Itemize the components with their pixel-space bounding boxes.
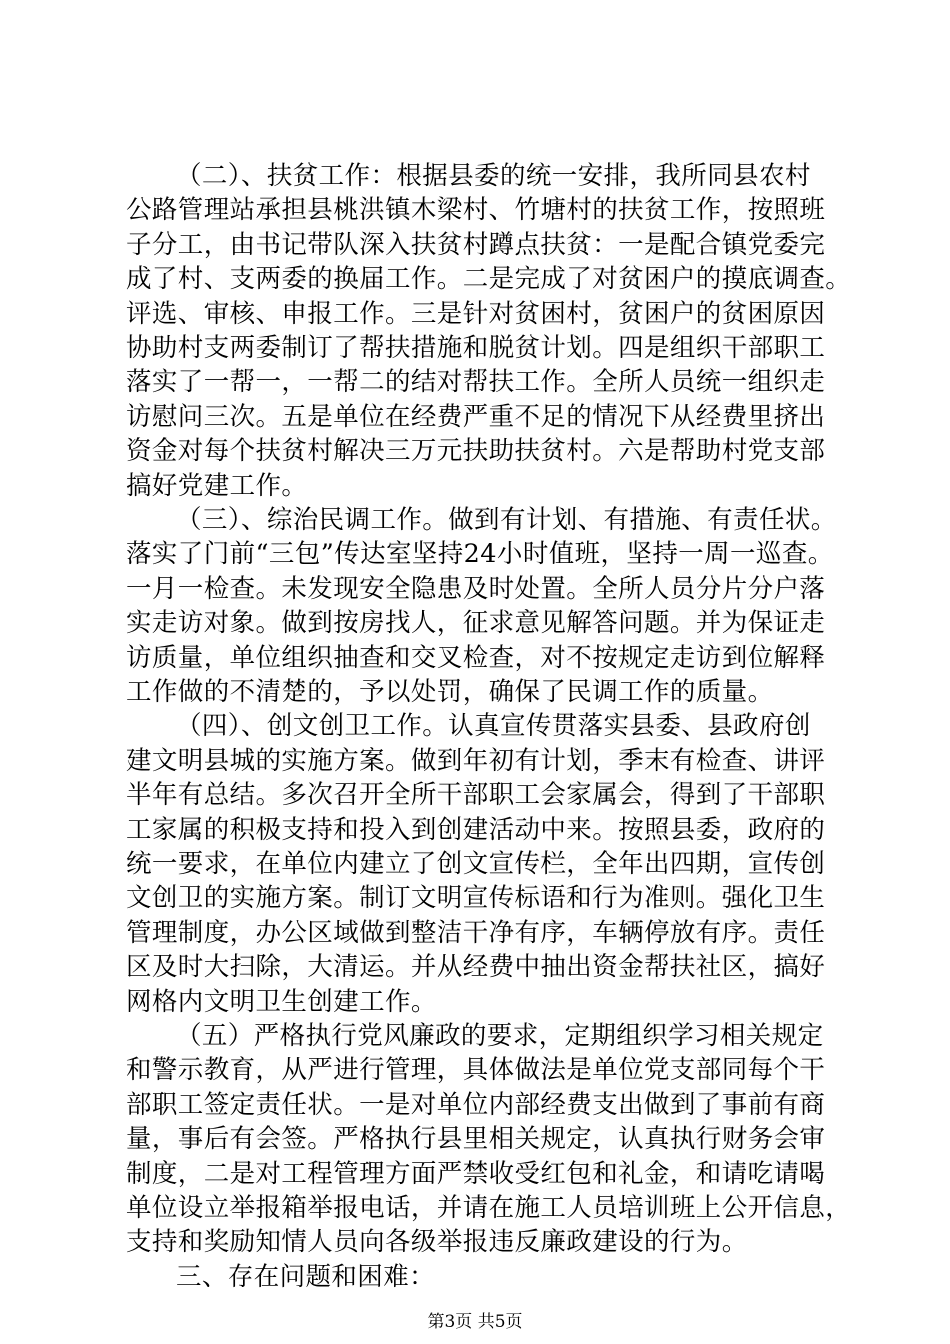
text-line: 管理制度，办公区域做到整洁干净有序，车辆停放有序。责任 xyxy=(126,918,826,948)
text-line: 成了村、支两委的换届工作。二是完成了对贫困户的摸底调查。 xyxy=(126,264,852,294)
text-line: 部职工签定责任状。一是对单位内部经费支出做到了事前有商 xyxy=(126,1090,826,1120)
text-line: （三）、综治民调工作。做到有计划、有措施、有责任状。 xyxy=(176,505,837,535)
text-line: 实走访对象。做到按房找人，征求意见解答问题。并为保证走 xyxy=(126,608,826,638)
text-line: 支持和奖励知情人员向各级举报违反廉政建设的行为。 xyxy=(126,1227,748,1257)
text-line: 网格内文明卫生创建工作。 xyxy=(126,987,437,1017)
text-line: 搞好党建工作。 xyxy=(126,471,308,501)
text-line: 评选、审核、申报工作。三是针对贫困村，贫困户的贫困原因 xyxy=(126,299,826,329)
text-line: 资金对每个扶贫村解决三万元扶助扶贫村。六是帮助村党支部 xyxy=(126,436,826,466)
text-line: 和警示教育，从严进行管理，具体做法是单位党支部同每个干 xyxy=(126,1055,826,1085)
text-line: 区及时大扫除，大清运。并从经费中抽出资金帮扶社区，搞好 xyxy=(126,952,826,982)
text-line: 落实了门前“三包”传达室坚持24小时值班，坚持一周一巡查。 xyxy=(126,539,834,569)
page-number-footer: 第3页 共5页 xyxy=(427,1312,523,1332)
text-line: 公路管理站承担县桃洪镇木梁村、竹塘村的扶贫工作，按照班 xyxy=(126,195,826,225)
section-heading: 三、存在问题和困难： xyxy=(176,1262,436,1292)
text-line: 访慰问三次。五是单位在经费严重不足的情况下从经费里挤出 xyxy=(126,402,826,432)
text-line: 统一要求，在单位内建立了创文宣传栏，全年出四期，宣传创 xyxy=(126,849,826,879)
text-line: （五）严格执行党风廉政的要求，定期组织学习相关规定 xyxy=(176,1021,824,1051)
text-line: 工作做的不清楚的，予以处罚，确保了民调工作的质量。 xyxy=(126,677,774,707)
text-line: 半年有总结。多次召开全所干部职工会家属会，得到了干部职 xyxy=(126,780,826,810)
text-line: 量，事后有会签。严格执行县里相关规定，认真执行财务会审 xyxy=(126,1124,826,1154)
text-line: （二）、扶贫工作：根据县委的统一安排，我所同县农村 xyxy=(176,161,811,191)
text-line: 制度，二是对工程管理方面严禁收受红包和礼金，和请吃请喝 xyxy=(126,1159,826,1189)
text-line: 访质量，单位组织抽查和交叉检查，对不按规定走访到位解释 xyxy=(126,643,826,673)
text-line: 建文明县城的实施方案。做到年初有计划，季末有检查、讲评 xyxy=(126,746,826,776)
text-line: 协助村支两委制订了帮扶措施和脱贫计划。四是组织干部职工 xyxy=(126,333,826,363)
text-line: 单位设立举报箱举报电话，并请在施工人员培训班上公开信息， xyxy=(126,1193,852,1223)
text-line: （四）、创文创卫工作。认真宣传贯落实县委、县政府创 xyxy=(176,711,811,741)
text-line: 工家属的积极支持和投入到创建活动中来。按照县委，政府的 xyxy=(126,815,826,845)
text-line: 文创卫的实施方案。制订文明宣传标语和行为准则。强化卫生 xyxy=(126,883,826,913)
text-line: 一月一检查。未发现安全隐患及时处置。全所人员分片分户落 xyxy=(126,574,826,604)
text-line: 子分工，由书记带队深入扶贫村蹲点扶贫：一是配合镇党委完 xyxy=(126,230,826,260)
text-line: 落实了一帮一，一帮二的结对帮扶工作。全所人员统一组织走 xyxy=(126,367,826,397)
